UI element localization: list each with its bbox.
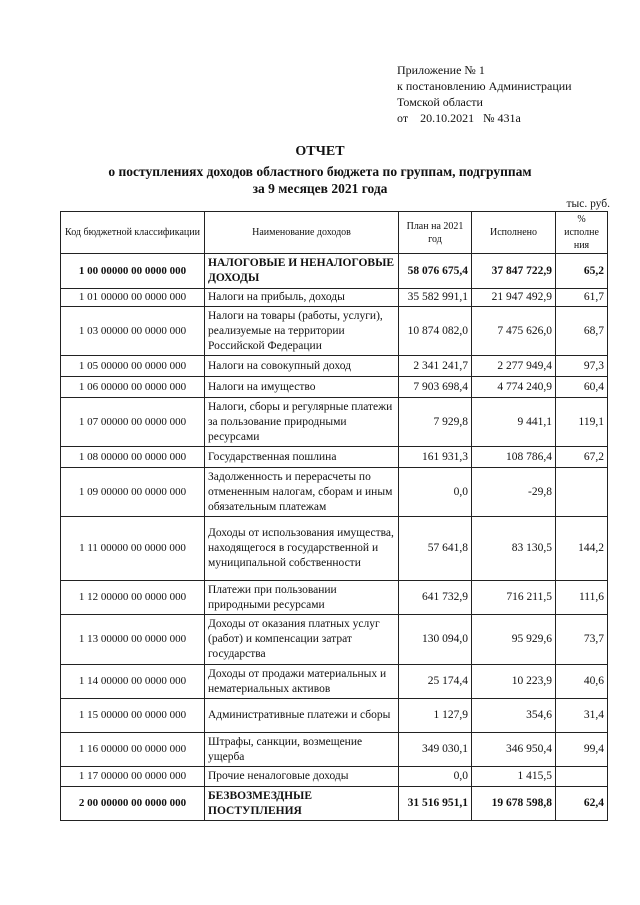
row-done: 37 847 722,9 — [472, 254, 556, 289]
row-plan: 0,0 — [399, 468, 472, 517]
row-plan: 2 341 241,7 — [399, 356, 472, 377]
row-name: Налоги, сборы и регулярные платежи за пользование природными ресурсами — [205, 398, 399, 447]
appendix-block — [397, 62, 627, 126]
row-plan: 349 030,1 — [399, 733, 472, 767]
table-row — [61, 447, 608, 468]
row-plan: 57 641,8 — [399, 517, 472, 581]
header-pct: % исполне ния — [556, 212, 608, 254]
row-name: БЕЗВОЗМЕЗДНЫЕ ПОСТУПЛЕНИЯ — [205, 787, 399, 821]
row-name: Налоги на товары (работы, услуги), реализуемые на территории Российской Федерации — [205, 307, 399, 356]
row-pct: 111,6 — [556, 581, 608, 615]
row-name: Налоги на совокупный доход — [205, 356, 399, 377]
row-done: 10 223,9 — [472, 665, 556, 699]
row-code: 1 12 00000 00 0000 000 — [61, 581, 205, 615]
row-plan: 1 127,9 — [399, 699, 472, 733]
report-subtitle — [0, 163, 640, 197]
row-done: 346 950,4 — [472, 733, 556, 767]
table-row — [61, 699, 608, 733]
row-name: Платежи при пользовании природными ресурсами — [205, 581, 399, 615]
table-row — [61, 615, 608, 665]
row-plan: 35 582 991,1 — [399, 289, 472, 307]
row-name: Государственная пошлина — [205, 447, 399, 468]
row-plan: 7 929,8 — [399, 398, 472, 447]
appendix-line-1: Приложение № 1 — [397, 63, 485, 77]
row-plan: 58 076 675,4 — [399, 254, 472, 289]
row-name: Доходы от продажи материальных и нематериальных активов — [205, 665, 399, 699]
row-code: 1 17 00000 00 0000 000 — [61, 767, 205, 787]
row-code: 1 05 00000 00 0000 000 — [61, 356, 205, 377]
row-code: 1 07 00000 00 0000 000 — [61, 398, 205, 447]
row-pct: 60,4 — [556, 377, 608, 398]
row-name: Штрафы, санкции, возмещение ущерба — [205, 733, 399, 767]
table-row — [61, 398, 608, 447]
row-done: 1 415,5 — [472, 767, 556, 787]
row-code: 1 13 00000 00 0000 000 — [61, 615, 205, 665]
row-done: 4 774 240,9 — [472, 377, 556, 398]
row-name: Административные платежи и сборы — [205, 699, 399, 733]
table-row — [61, 517, 608, 581]
row-name: Налоги на имущество — [205, 377, 399, 398]
row-done: 716 211,5 — [472, 581, 556, 615]
table-row — [61, 468, 608, 517]
row-code: 1 11 00000 00 0000 000 — [61, 517, 205, 581]
row-pct: 97,3 — [556, 356, 608, 377]
table-row — [61, 307, 608, 356]
row-plan: 31 516 951,1 — [399, 787, 472, 821]
row-plan: 7 903 698,4 — [399, 377, 472, 398]
row-done: 19 678 598,8 — [472, 787, 556, 821]
row-code: 1 14 00000 00 0000 000 — [61, 665, 205, 699]
row-done: 95 929,6 — [472, 615, 556, 665]
header-plan: План на 2021 год — [399, 212, 472, 254]
row-pct: 144,2 — [556, 517, 608, 581]
row-plan: 10 874 082,0 — [399, 307, 472, 356]
row-done: -29,8 — [472, 468, 556, 517]
row-pct: 119,1 — [556, 398, 608, 447]
row-pct — [556, 468, 608, 517]
units-label: тыс. руб. — [566, 198, 610, 210]
row-name: НАЛОГОВЫЕ И НЕНАЛОГОВЫЕ ДОХОДЫ — [205, 254, 399, 289]
row-pct: 99,4 — [556, 733, 608, 767]
table-row — [61, 733, 608, 767]
header-name: Наименование доходов — [205, 212, 399, 254]
row-code: 2 00 00000 00 0000 000 — [61, 787, 205, 821]
table-row — [61, 377, 608, 398]
row-pct: 65,2 — [556, 254, 608, 289]
row-code: 1 15 00000 00 0000 000 — [61, 699, 205, 733]
appendix-line-4: от 20.10.2021 № 431а — [397, 111, 521, 125]
row-done: 2 277 949,4 — [472, 356, 556, 377]
header-done: Исполнено — [472, 212, 556, 254]
table-row — [61, 787, 608, 821]
row-code: 1 08 00000 00 0000 000 — [61, 447, 205, 468]
report-subtitle-line-1: о поступлениях доходов областного бюджета по группам, подгруппам — [108, 164, 532, 179]
row-pct: 31,4 — [556, 699, 608, 733]
row-plan: 0,0 — [399, 767, 472, 787]
row-pct — [556, 767, 608, 787]
row-done: 21 947 492,9 — [472, 289, 556, 307]
row-plan: 25 174,4 — [399, 665, 472, 699]
row-done: 9 441,1 — [472, 398, 556, 447]
table-row — [61, 289, 608, 307]
table-row — [61, 665, 608, 699]
row-name: Задолженность и перерасчеты по отмененным налогам, сборам и иным обязательным платежам — [205, 468, 399, 517]
row-pct: 62,4 — [556, 787, 608, 821]
row-pct: 73,7 — [556, 615, 608, 665]
row-code: 1 09 00000 00 0000 000 — [61, 468, 205, 517]
report-title: ОТЧЕТ — [295, 144, 345, 159]
table-row — [61, 356, 608, 377]
row-done: 354,6 — [472, 699, 556, 733]
row-code: 1 16 00000 00 0000 000 — [61, 733, 205, 767]
row-pct: 61,7 — [556, 289, 608, 307]
appendix-line-2: к постановлению Администрации — [397, 79, 572, 93]
row-name: Прочие неналоговые доходы — [205, 767, 399, 787]
row-done: 83 130,5 — [472, 517, 556, 581]
table-row — [61, 767, 608, 787]
row-code: 1 06 00000 00 0000 000 — [61, 377, 205, 398]
row-plan: 130 094,0 — [399, 615, 472, 665]
row-plan: 161 931,3 — [399, 447, 472, 468]
header-code: Код бюджетной классификации — [61, 212, 205, 254]
row-done: 108 786,4 — [472, 447, 556, 468]
row-pct: 68,7 — [556, 307, 608, 356]
table-row — [61, 254, 608, 289]
row-name: Налоги на прибыль, доходы — [205, 289, 399, 307]
row-code: 1 00 00000 00 0000 000 — [61, 254, 205, 289]
row-code: 1 01 00000 00 0000 000 — [61, 289, 205, 307]
row-name: Доходы от использования имущества, находящегося в государственной и муниципальной собственности — [205, 517, 399, 581]
appendix-line-3: Томской области — [397, 95, 483, 109]
row-pct: 40,6 — [556, 665, 608, 699]
report-subtitle-line-2: за 9 месяцев 2021 года — [252, 181, 388, 196]
row-code: 1 03 00000 00 0000 000 — [61, 307, 205, 356]
row-done: 7 475 626,0 — [472, 307, 556, 356]
table-header-row — [61, 212, 608, 254]
row-plan: 641 732,9 — [399, 581, 472, 615]
table-row — [61, 581, 608, 615]
row-pct: 67,2 — [556, 447, 608, 468]
row-name: Доходы от оказания платных услуг (работ) и компенсации затрат государства — [205, 615, 399, 665]
revenue-table — [60, 211, 608, 821]
